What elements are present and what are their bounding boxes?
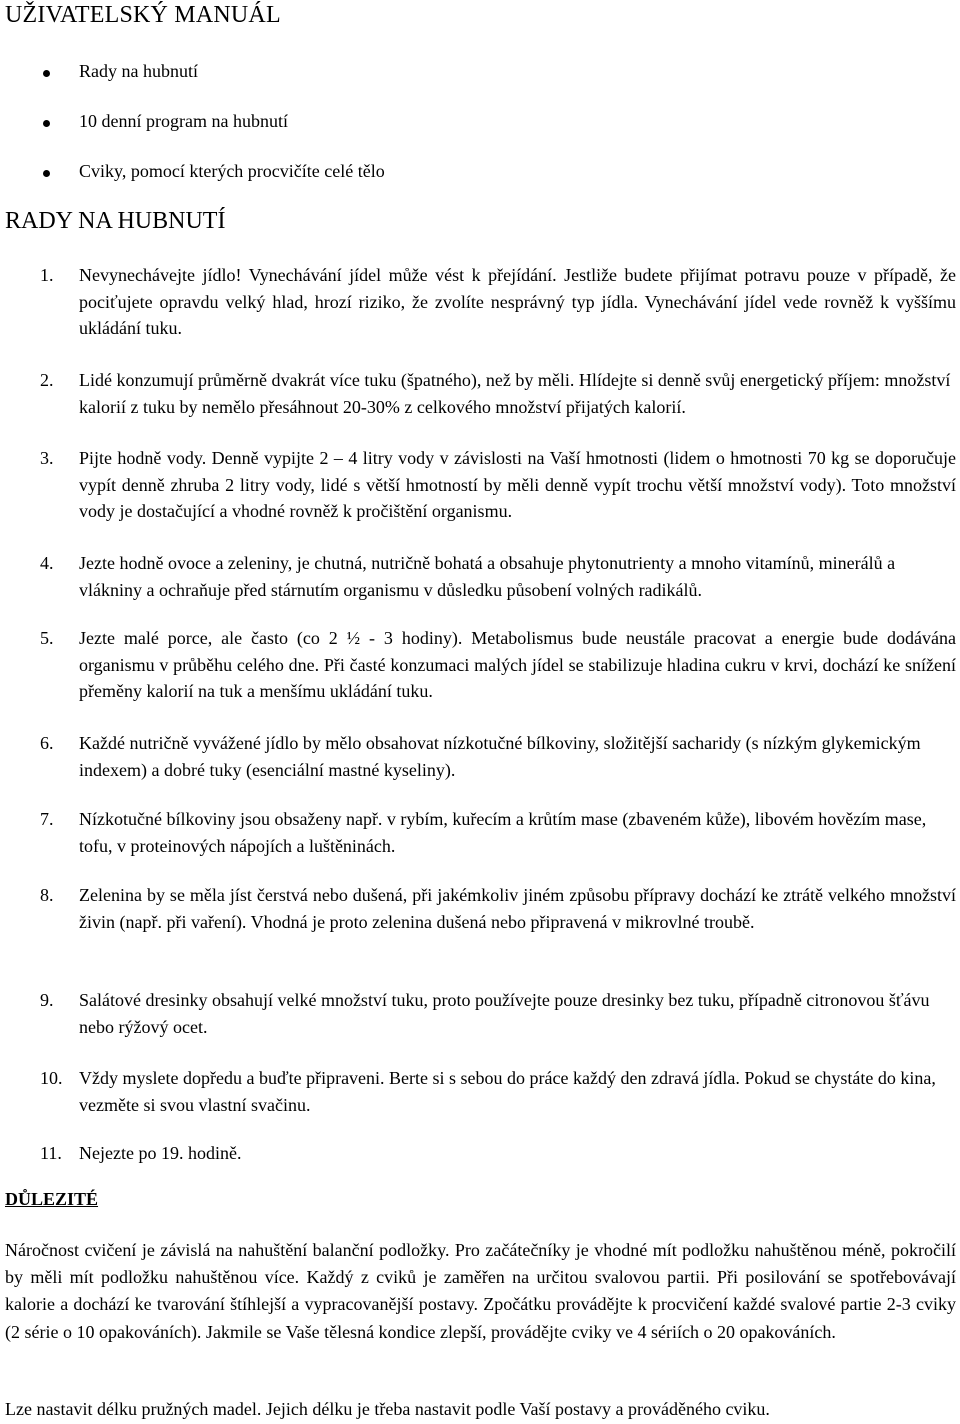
tip-number: 11. — [40, 1143, 62, 1163]
tip-text: Jezte malé porce, ale často (co 2 ½ - 3 hodiny). Metabolismus bude neustále pracovat a energie bude dodávána organismu v průběhu celého dne. Při časté konzumaci malých jídel se stabilizuje hladina cukru v krvi, dochází ke snížení přeměny kalorií na tuk a menšímu ukládání tuku. — [79, 628, 956, 701]
tip-text: Nevynechávejte jídlo! Vynechávání jídel může vést k přejídání. Jestliže budete přijímat potravu pouze v případě, že pociťujete opravdu velký hlad, hrozí riziko, že zvolíte nesprávný typ jídla. Vynechávání jídel vede rovněž k vyššímu ukládání tuku. — [79, 265, 956, 338]
tip-number: 1. — [40, 265, 54, 285]
tip-text: Lidé konzumují průměrně dvakrát více tuku (špatného), než by měli. Hlídejte si denně svůj energetický příjem: množství kalorií z tuku by nemělo přesáhnout 20-30% z celkového množství přijatých kalorií. — [79, 370, 951, 417]
important-heading: DŮLEZITÉ — [5, 1189, 99, 1209]
tip-number: 4. — [40, 553, 54, 573]
important-paragraph: Lze nastavit délku pružných madel. Jejich délku je třeba nastavit podle Vaší postavy a prováděného cviku. — [5, 1399, 770, 1419]
tip-text: Zelenina by se měla jíst čerstvá nebo dušená, při jakémkoliv jiném způsobu přípravy dochází ke ztrátě velkého množství živin (např. při vaření). Vhodná je proto zelenina dušená nebo připravená v mikrovlné troubě. — [79, 885, 956, 932]
contents-item — [79, 111, 288, 132]
contents-item — [79, 161, 385, 182]
tip-number: 5. — [40, 628, 54, 648]
bullet-icon — [43, 120, 50, 127]
contents-item-label: 10 denní program na hubnutí — [79, 111, 288, 131]
tip-number: 9. — [40, 990, 54, 1010]
section-heading: RADY NA HUBNUTÍ — [5, 208, 226, 234]
contents-item — [79, 61, 198, 82]
tip-number: 6. — [40, 733, 54, 753]
contents-item-label: Rady na hubnutí — [79, 61, 198, 81]
tip-text: Salátové dresinky obsahují velké množství tuku, proto používejte pouze dresinky bez tuku, případně citronovou šťávu nebo rýžový ocet. — [79, 990, 930, 1037]
tip-text: Pijte hodně vody. Denně vypijte 2 – 4 litry vody v závislosti na Vaší hmotnosti (lidem o hmotnosti 70 kg se doporučuje vypít denně zhruba 2 litry vody, lidé s větší hmotností by měli denně vypít trochu větší množství vody). Toto množství vody je dostačující a vhodné rovněž k pročištění organismu. — [79, 448, 956, 521]
tip-text: Nejezte po 19. hodině. — [79, 1143, 242, 1163]
bullet-icon — [43, 170, 50, 177]
tip-number: 2. — [40, 370, 54, 390]
tip-number: 10. — [40, 1068, 63, 1088]
tip-number: 3. — [40, 448, 54, 468]
bullet-icon — [43, 70, 50, 77]
tip-text: Vždy myslete dopředu a buďte připraveni. Berte si s sebou do práce každý den zdravá jídla. Pokud se chystáte do kina, vezměte si svou vlastní svačinu. — [79, 1068, 936, 1115]
tip-text: Jezte hodně ovoce a zeleniny, je chutná, nutričně bohatá a obsahuje phytonutrienty a mnoho vitamínů, minerálů a vlákniny a ochraňuje před stárnutím organismu v důsledku působení volných radikálů. — [79, 553, 896, 600]
tip-text: Nízkotučné bílkoviny jsou obsaženy např. v rybím, kuřecím a krůtím mase (zbaveném kůže), libovém hovězím mase, tofu, v proteinových nápojích a luštěninách. — [79, 809, 927, 856]
tip-number: 8. — [40, 885, 54, 905]
contents-item-label: Cviky, pomocí kterých procvičíte celé tělo — [79, 161, 385, 181]
important-paragraph: Náročnost cvičení je závislá na nahuštění balanční podložky. Pro začátečníky je vhodné mít podložku nahuštěnou méně, pokročilí by měli mít podložku nahuštěnou více. Každý z cviků je zaměřen na určitou svalovou partii. Při posilování se spotřebovávají kalorie a dochází ke tvarování štíhlejší a vypracovanější postavy. Zpočátku provádějte k procvičení každé svalové partie 2-3 cviky (2 série o 10 opakováních). Jakmile se Vaše tělesná kondice zlepší, provádějte cviky ve 4 sériích o 20 opakováních. — [5, 1240, 956, 1342]
tip-number: 7. — [40, 809, 54, 829]
document-title: UŽIVATELSKÝ MANUÁL — [5, 2, 281, 28]
tip-text: Každé nutričně vyvážené jídlo by mělo obsahovat nízkotučné bílkoviny, složitější sacharidy (s nízkým glykemickým indexem) a dobré tuky (esenciální mastné kyseliny). — [79, 733, 921, 780]
